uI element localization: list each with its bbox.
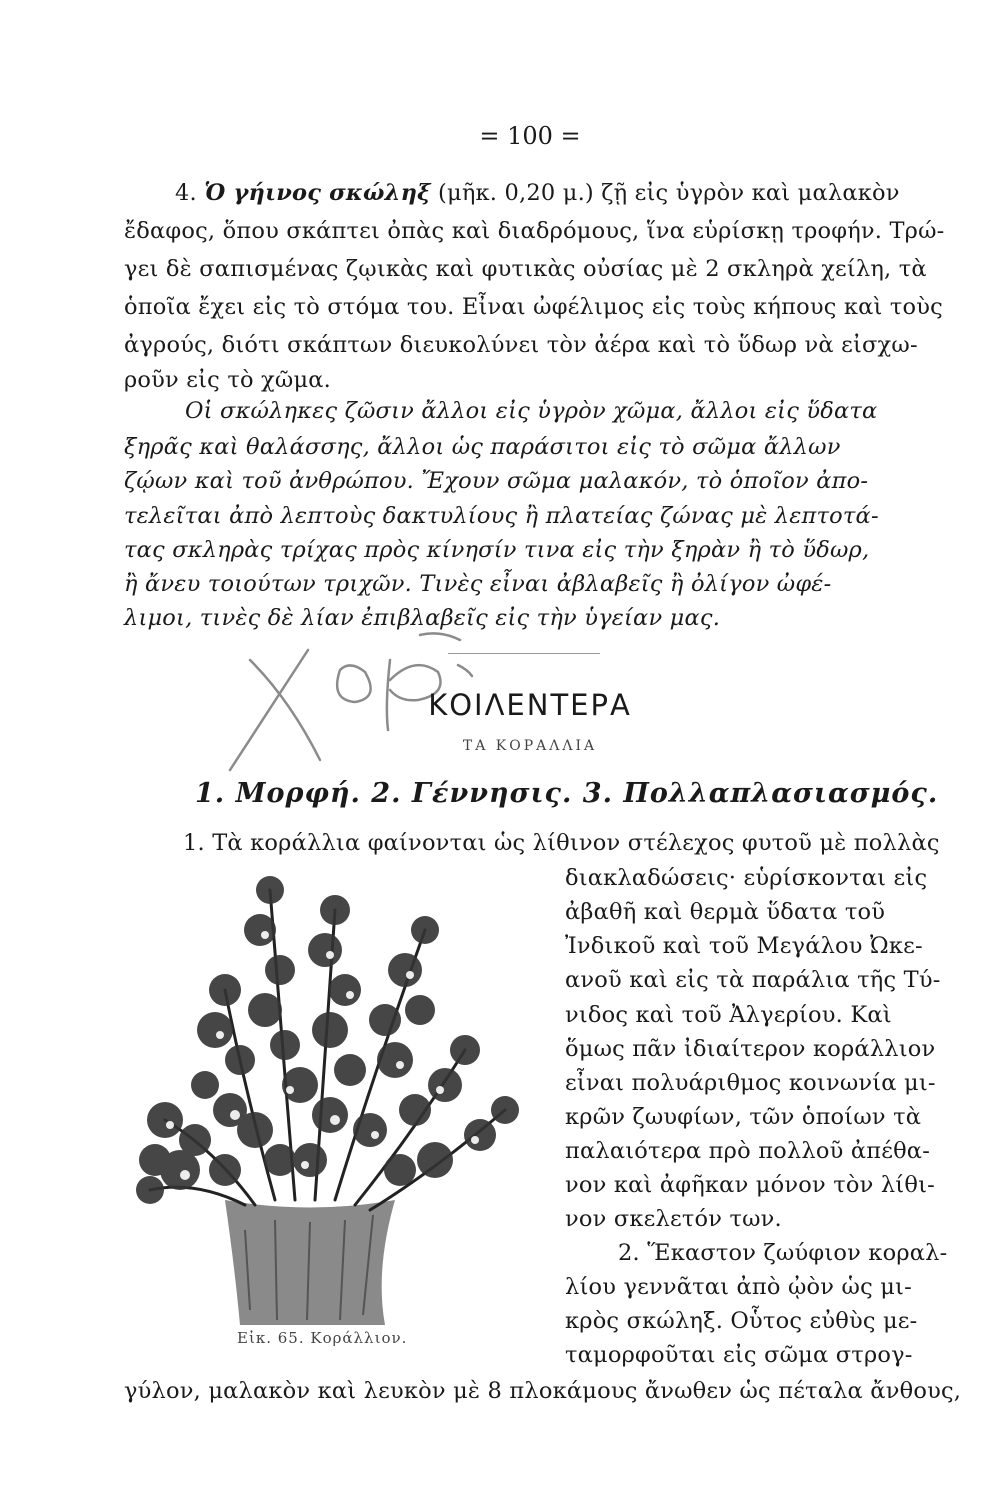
para2-line: τελεῖται ἀπὸ λεπτοὺς δακτυλίους ἢ πλατείας ζώνας μὲ λεπτοτά- (124, 503, 879, 529)
para1-number: 4. (175, 180, 197, 206)
para1-line (175, 180, 900, 206)
para3-line: εἶναι πολυάριθμος κοινωνία μι- (565, 1070, 936, 1096)
para3-line: 1. Τὰ κοράλλια φαίνονται ὡς λίθινον στέλεχος φυτοῦ μὲ πολλὰς (183, 830, 940, 856)
para3-line: διακλαδώσεις· εὑρίσκονται εἰς (565, 865, 928, 891)
para1-line: ἔδαφος, ὅπου σκάπτει ὀπὰς καὶ διαδρόμους, ἵνα εὑρίσκῃ τροφήν. Τρώ- (124, 218, 945, 244)
para1-line: ὁποῖα ἔχει εἰς τὸ στόμα του. Εἶναι ὠφέλιμος εἰς τοὺς κήπους καὶ τοὺς (124, 294, 943, 320)
para3-line: ὅμως πᾶν ἰδιαίτερον κοράλλιον (565, 1036, 936, 1062)
para1-line: ροῦν εἰς τὸ χῶμα. (124, 367, 332, 393)
para1-rest: (μῆκ. 0,20 μ.) ζῇ εἰς ὑγρὸν καὶ μαλακὸν (438, 180, 900, 206)
para3-line: νον σκελετόν των. (565, 1206, 782, 1232)
para2-line: λιμοι, τινὲς δὲ λίαν ἐπιβλαβεῖς εἰς τὴν ὑγείαν μας. (124, 605, 721, 631)
para1-title: Ὁ γήινος σκώληξ (204, 180, 431, 206)
section-subheading: ΤΑ ΚΟΡΑΛΛΙΑ (462, 738, 598, 754)
para3-line: Ἰνδικοῦ καὶ τοῦ Μεγάλου Ὠκε- (565, 933, 923, 959)
para3-line: κρῶν ζωυφίων, τῶν ὁποίων τὰ (565, 1104, 922, 1130)
para4-line: λίου γεννᾶται ἀπὸ ᾠὸν ὡς μι- (565, 1274, 912, 1300)
para1-line: ἀγρούς, διότι σκάπτων διευκολύνει τὸν ἀέρα καὶ τὸ ὕδωρ νὰ εἰσχω- (124, 332, 918, 358)
para3-line: νον καὶ ἀφῆκαν μόνον τὸν λίθι- (565, 1172, 935, 1198)
para3-line: ἀβαθῆ καὶ θερμὰ ὕδατα τοῦ (565, 899, 886, 925)
para2-line: ἢ ἄνευ τοιούτων τριχῶν. Τινὲς εἶναι ἀβλαβεῖς ἢ ὀλίγον ὠφέ- (124, 571, 832, 597)
para4-line: κρὸς σκώληξ. Οὗτος εὐθὺς με- (565, 1308, 918, 1334)
para2-line: Οἱ σκώληκες ζῶσιν ἄλλοι εἰς ὑγρὸν χῶμα, ἄλλοι εἰς ὕδατα (185, 398, 878, 424)
para4-line: ταμορφοῦται εἰς σῶμα στρογ- (565, 1342, 913, 1368)
para2-line: τας σκληρὰς τρίχας πρὸς κίνησίν τινα εἰς τὴν ξηρὰν ἢ τὸ ὕδωρ, (124, 537, 870, 563)
para2-line: ξηρᾶς καὶ θαλάσσης, ἄλλοι ὡς παράσιτοι εἰς τὸ σῶμα ἄλλων (124, 434, 841, 460)
para2-line: ζῴων καὶ τοῦ ἀνθρώπου. Ἔχουν σῶμα μαλακόν, τὸ ὁποῖον ἀπο- (124, 468, 869, 494)
figure-caption: Εἰκ. 65. Κοράλλιον. (237, 1329, 408, 1347)
para3-line: ανοῦ καὶ εἰς τὰ παράλια τῆς Τύ- (565, 967, 941, 993)
para3-line: παλαιότερα πρὸ πολλοῦ ἀπέθα- (565, 1138, 931, 1164)
para1-line: γει δὲ σαπισμένας ζῳικὰς καὶ φυτικὰς οὐσίας μὲ 2 σκληρὰ χείλη, τὰ (124, 256, 927, 282)
para3-line: νιδος καὶ τοῦ Ἀλγερίου. Καὶ (565, 1002, 892, 1028)
para4-line: 2. Ἕκαστον ζωύφιον κοραλ- (618, 1240, 948, 1266)
section-title: 1. Μορφή. 2. Γέννησις. 3. Πολλαπλασιασμός. (195, 778, 939, 809)
para4-line: γύλον, μαλακὸν καὶ λευκὸν μὲ 8 πλοκάμους ἄνωθεν ὡς πέταλα ἄνθους, (124, 1378, 962, 1404)
section-heading: ΚΟΙΛΕΝΤΕΡΑ (428, 688, 632, 722)
page-number: = 100 = (479, 122, 581, 150)
coral-illustration (135, 870, 535, 1330)
